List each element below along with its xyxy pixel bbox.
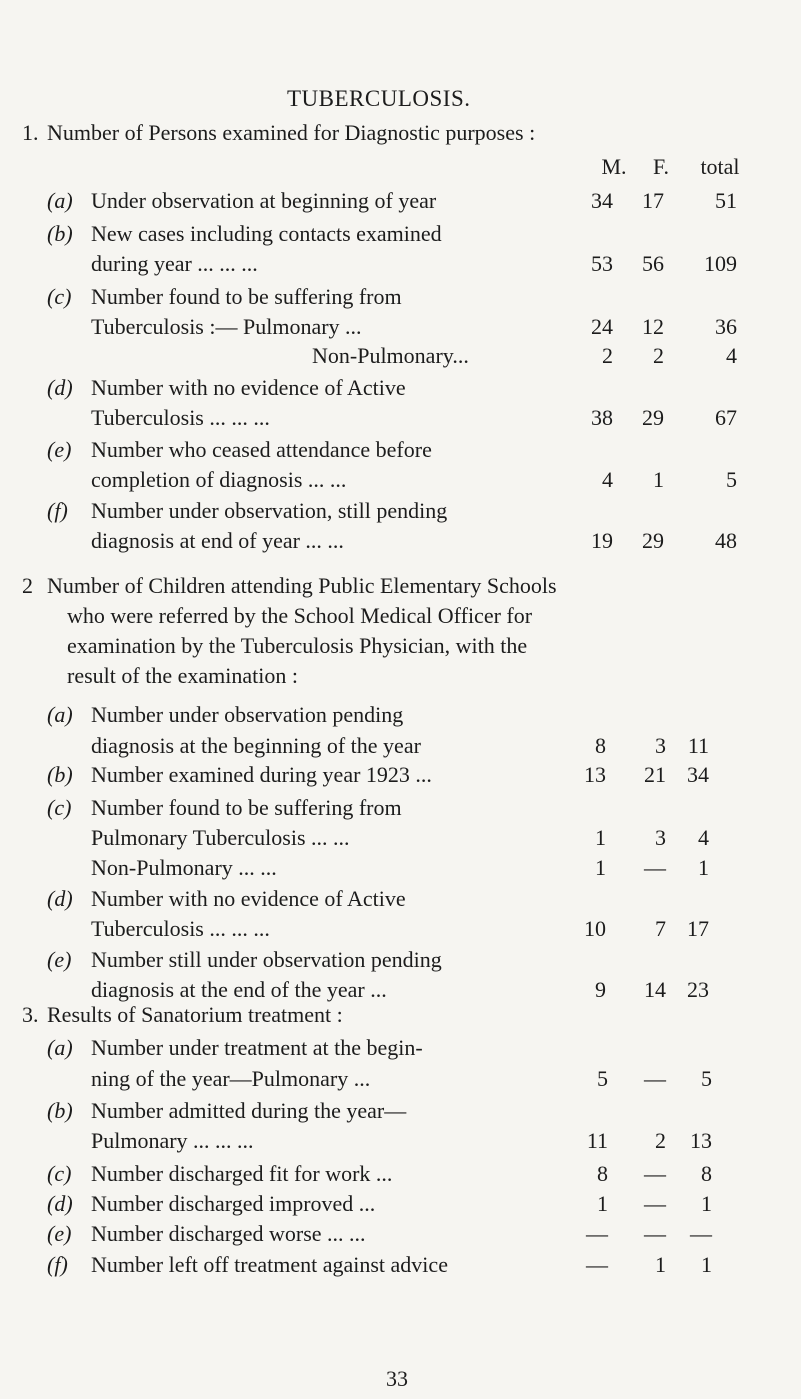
value-f: 29 [642, 528, 664, 553]
row-letter: (c) [47, 284, 72, 309]
value-f: — [644, 855, 666, 880]
section2-heading-line: Number of Children attending Public Elementary Schools [47, 573, 557, 598]
row-label: Number examined during year 1923 ... [91, 762, 432, 787]
row-letter: (a) [47, 1035, 73, 1060]
value-f: — [644, 1191, 666, 1216]
row-letter: (b) [47, 1098, 73, 1123]
column-header-m: M. [601, 154, 627, 179]
value-m: 4 [602, 467, 613, 492]
value-f: 3 [655, 733, 666, 758]
row-letter: (d) [47, 1191, 73, 1216]
row-label-continued: Pulmonary ... ... ... [91, 1128, 254, 1153]
value-m: 13 [584, 762, 606, 787]
row-letter: (e) [47, 947, 72, 972]
row-label: New cases including contacts examined [91, 221, 442, 246]
value-total: 1 [698, 855, 709, 880]
row-label-continued: ning of the year—Pulmonary ... [91, 1066, 371, 1091]
value-f: 3 [655, 825, 666, 850]
column-header-f: F. [653, 154, 669, 179]
row-label-continued: diagnosis at end of year ... ... [91, 528, 344, 553]
row-letter: (d) [47, 886, 73, 911]
row-label: Number who ceased attendance before [91, 437, 432, 462]
row-label: Number admitted during the year— [91, 1098, 407, 1123]
value-m: 38 [591, 405, 613, 430]
value-f: — [644, 1221, 666, 1246]
row-letter: (a) [47, 188, 73, 213]
value-total: 13 [690, 1128, 712, 1153]
row-label-continued: diagnosis at the beginning of the year [91, 733, 421, 758]
value-m: 34 [591, 188, 613, 213]
value-f: 1 [653, 467, 664, 492]
value-total: 17 [687, 916, 709, 941]
value-f: 2 [655, 1128, 666, 1153]
value-total: 11 [687, 733, 709, 758]
row-letter: (a) [47, 702, 73, 727]
value-total: 23 [687, 977, 709, 1002]
page-title: TUBERCULOSIS. [287, 86, 471, 111]
row-letter: (c) [47, 795, 72, 820]
row-letter: (c) [47, 1161, 72, 1186]
value-m: 1 [595, 855, 606, 880]
value-total: 5 [726, 467, 737, 492]
value-m: 2 [602, 343, 613, 368]
value-m: 1 [597, 1191, 608, 1216]
row-label: Number left off treatment against advice [91, 1252, 448, 1277]
value-total: 109 [704, 251, 737, 276]
value-total: 67 [715, 405, 737, 430]
row-label: Number discharged improved ... [91, 1191, 376, 1216]
value-f: 14 [644, 977, 666, 1002]
value-m: 1 [595, 825, 606, 850]
row-letter: (d) [47, 375, 73, 400]
row-label-continued: during year ... ... ... [91, 251, 258, 276]
section1-heading: Number of Persons examined for Diagnostic purposes : [47, 120, 536, 145]
row-letter: (f) [47, 498, 68, 523]
row-label-continued: Non-Pulmonary ... ... [91, 855, 277, 880]
value-total: 48 [715, 528, 737, 553]
row-label-continued: Non-Pulmonary... [312, 343, 469, 368]
value-f: — [644, 1161, 666, 1186]
section3-number: 3. [22, 1002, 39, 1027]
value-total: — [690, 1221, 712, 1246]
row-label: Number under observation, still pending [91, 498, 448, 523]
row-label-continued: diagnosis at the end of the year ... [91, 977, 387, 1002]
value-f: 29 [642, 405, 664, 430]
value-total: 5 [701, 1066, 712, 1091]
row-letter: (e) [47, 437, 72, 462]
section2-heading-line: result of the examination : [67, 663, 298, 688]
value-total: 34 [687, 762, 709, 787]
row-label: Number still under observation pending [91, 947, 442, 972]
value-total: 4 [698, 825, 709, 850]
row-letter: (e) [47, 1221, 72, 1246]
section2-number: 2 [22, 573, 33, 598]
value-m: 24 [591, 314, 613, 339]
section3-heading: Results of Sanatorium treatment : [47, 1002, 343, 1027]
row-label: Number found to be suffering from [91, 284, 402, 309]
row-label: Number under observation pending [91, 702, 404, 727]
value-f: 56 [642, 251, 664, 276]
value-m: 53 [591, 251, 613, 276]
row-label: Number found to be suffering from [91, 795, 402, 820]
value-f: — [644, 1066, 666, 1091]
value-m: 5 [597, 1066, 608, 1091]
value-total: 4 [726, 343, 737, 368]
section1-number: 1. [22, 120, 39, 145]
value-m: 11 [586, 1128, 608, 1153]
value-f: 7 [655, 916, 666, 941]
row-label-continued: Tuberculosis :— Pulmonary ... [91, 314, 362, 339]
row-label-continued: Pulmonary Tuberculosis ... ... [91, 825, 350, 850]
value-f: 1 [655, 1252, 666, 1277]
row-label: Under observation at beginning of year [91, 188, 437, 213]
value-m: — [586, 1221, 608, 1246]
value-f: 21 [644, 762, 666, 787]
row-label-continued: Tuberculosis ... ... ... [91, 405, 270, 430]
value-f: 12 [642, 314, 664, 339]
value-f: 2 [653, 343, 664, 368]
page-number: 33 [386, 1366, 408, 1391]
value-total: 1 [701, 1252, 712, 1277]
row-label-continued: Tuberculosis ... ... ... [91, 916, 270, 941]
value-total: 36 [715, 314, 737, 339]
row-label: Number discharged fit for work ... [91, 1161, 393, 1186]
row-label-continued: completion of diagnosis ... ... [91, 467, 347, 492]
value-total: 8 [701, 1161, 712, 1186]
row-letter: (b) [47, 221, 73, 246]
value-m: 10 [584, 916, 606, 941]
column-header-total: total [700, 154, 740, 179]
value-total: 1 [701, 1191, 712, 1216]
value-m: 8 [595, 733, 606, 758]
row-label: Number under treatment at the begin- [91, 1035, 423, 1060]
section2-heading-line: examination by the Tuberculosis Physician, with the [67, 633, 528, 658]
row-label: Number with no evidence of Active [91, 375, 406, 400]
row-letter: (b) [47, 762, 73, 787]
row-label: Number discharged worse ... ... [91, 1221, 366, 1246]
value-total: 51 [715, 188, 737, 213]
value-m: — [586, 1252, 608, 1277]
value-m: 8 [597, 1161, 608, 1186]
section2-heading-line: who were referred by the School Medical Officer for [67, 603, 533, 628]
row-label: Number with no evidence of Active [91, 886, 406, 911]
value-m: 19 [591, 528, 613, 553]
row-letter: (f) [47, 1252, 68, 1277]
value-m: 9 [595, 977, 606, 1002]
value-f: 17 [642, 188, 664, 213]
